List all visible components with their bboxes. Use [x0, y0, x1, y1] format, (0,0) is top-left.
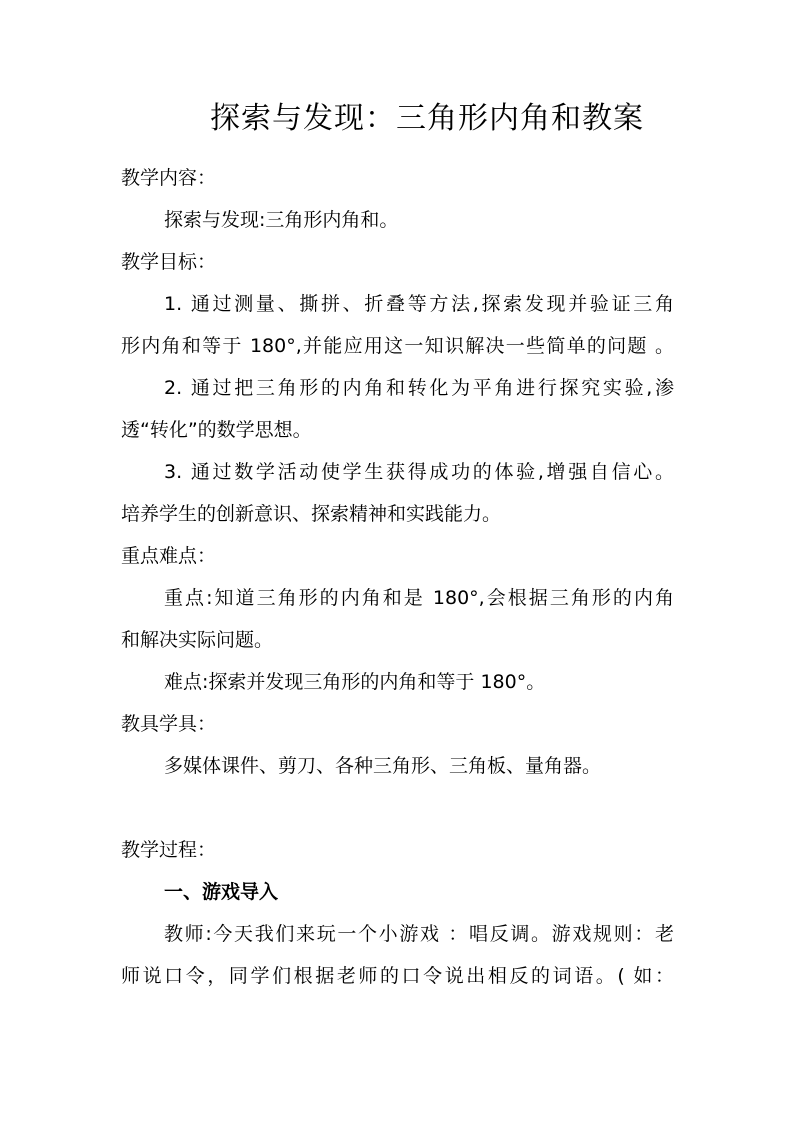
key-point-line-1: 重点:知道三角形的内角和是 180°,会根据三角形的内角	[164, 587, 674, 609]
goal-3-line-2: 培养学生的创新意识、探索精神和实践能力。	[121, 503, 502, 525]
goal-2-line-2: 透“转化”的数学思想。	[121, 419, 312, 441]
step-1-line-2: 师说口令，同学们根据老师的口令说出相反的词语。( 如：	[121, 965, 674, 987]
goal-1-line-1: 1. 通过测量、撕拼、折叠等方法,探索发现并验证三角	[164, 293, 674, 315]
tools-heading: 教具学具：	[121, 713, 217, 735]
teaching-content-text: 探索与发现:三角形内角和。	[164, 209, 399, 231]
teaching-goals-heading: 教学目标：	[121, 251, 217, 273]
step-1-line-1: 教师:今天我们来玩一个小游戏 ：唱反调。游戏规则：老	[164, 923, 674, 945]
goal-2-line-1: 2. 通过把三角形的内角和转化为平角进行探究实验,渗	[164, 377, 674, 399]
process-heading: 教学过程：	[121, 839, 217, 861]
difficulty-line: 难点:探索并发现三角形的内角和等于 180°。	[164, 671, 546, 693]
teaching-content-heading: 教学内容：	[121, 167, 217, 189]
key-point-line-2: 和解决实际问题。	[121, 629, 274, 651]
step-1-heading: 一、游戏导入	[164, 881, 279, 903]
document-title: 探索与发现：三角形内角和教案	[210, 101, 644, 136]
goal-3-line-1: 3. 通过数学活动使学生获得成功的体验,增强自信心。	[164, 461, 674, 483]
key-points-heading: 重点难点：	[121, 545, 217, 567]
tools-text: 多媒体课件、剪刀、各种三角形、三角板、量角器。	[164, 755, 602, 777]
goal-1-line-2: 形内角和等于 180°,并能应用这一知识解决一些简单的问题 。	[121, 335, 674, 357]
